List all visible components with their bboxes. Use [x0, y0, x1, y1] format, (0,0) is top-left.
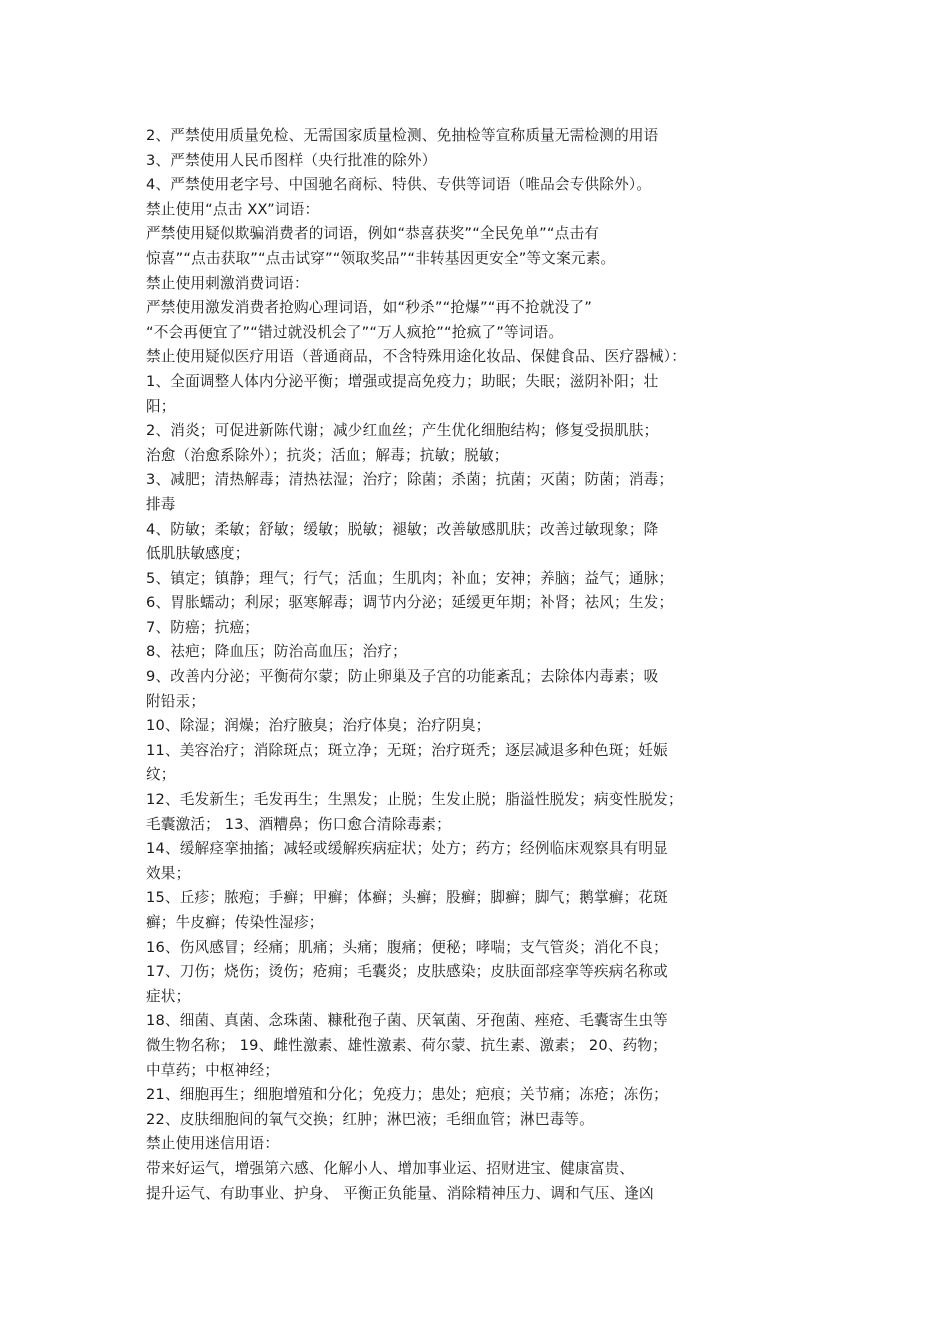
text-line: 2、消炎；可促进新陈代谢；减少红血丝；产生优化细胞结构；修复受损肌肤；	[146, 422, 659, 440]
text-line: 4、严禁使用老字号、中国驰名商标、特供、专供等词语（唯品会专供除外）。	[146, 176, 652, 194]
text-line: 附铅汞；	[146, 692, 206, 710]
document-body	[146, 124, 786, 1206]
text-line: 2、严禁使用质量免检、无需国家质量检测、免抽检等宣称质量无需检测的用语	[146, 127, 659, 144]
text-line: “不会再便宜了”“错过就没机会了”“万人疯抢”“抢疯了”等词语。	[146, 323, 564, 341]
text-line: 5、镇定；镇静；理气；行气；活血；生肌肉；补血；安神；养脑；益气；通脉；	[146, 569, 674, 587]
text-line: 癣；牛皮癣；传染性湿疹；	[146, 914, 324, 931]
text-line: 严禁使用疑似欺骗消费者的词语，例如“恭喜获奖”“全民免单”“点击有	[146, 225, 600, 243]
text-line: 18、细菌、真菌、念珠菌、糠秕孢子菌、厌氧菌、牙孢菌、痤疮、毛囊寄生虫等	[146, 1012, 668, 1030]
text-line: 提升运气、有助事业、护身、 平衡正负能量、消除精神压力、调和气压、逢凶	[146, 1184, 654, 1202]
text-line: 惊喜”“点击获取”“点击试穿”“领取奖品”“非转基因更安全”等文案元素。	[146, 249, 616, 267]
text-line: 16、伤风感冒；经痛；肌痛；头痛；腹痛；便秘；哮喘；支气管炎；消化不良；	[146, 938, 668, 956]
text-line: 22、皮肤细胞间的氧气交换；红肿；淋巴液；毛细血管；淋巴毒等。	[146, 1110, 594, 1128]
text-line: 纹；	[146, 766, 176, 784]
text-line: 禁止使用疑似医疗用语（普通商品，不含特殊用途化妆品、保健食品、医疗器械）：	[146, 348, 687, 366]
text-line: 3、减肥；清热解毒；清热祛湿；治疗；除菌；杀菌；抗菌；灭菌；防菌；消毒；	[146, 471, 674, 489]
text-line: 3、严禁使用人民币图样（央行批准的除外）	[146, 151, 437, 169]
text-line: 排毒	[146, 495, 176, 513]
text-line: 毛囊激活； 13、酒糟鼻；伤口愈合清除毒素；	[146, 815, 451, 833]
text-line: 效果；	[146, 864, 191, 882]
text-line: 症状；	[146, 987, 191, 1005]
text-line: 21、细胞再生；细胞增殖和分化；免疫力；患处；疤痕；关节痛；冻疮；冻伤；	[146, 1086, 668, 1104]
text-line: 7、防癌；抗癌；	[146, 618, 260, 636]
text-line: 禁止使用刺激消费词语：	[146, 274, 309, 292]
text-line: 治愈（治愈系除外）；抗炎；活血；解毒；抗敏；脱敏；	[146, 446, 509, 464]
text-line: 14、缓解痉挛抽搐；减轻或缓解疾病症状；处方；药方；经例临床观察具有明显	[146, 840, 668, 858]
text-line: 严禁使用激发消费者抢购心理词语，如“秒杀”“抢爆”“再不抢就没了”	[146, 299, 592, 317]
text-line: 11、美容治疗；消除斑点；斑立净；无斑；治疗斑秃；逐层减退多种色斑；妊娠	[146, 741, 668, 759]
text-line: 15、丘疹；脓疱；手癣；甲癣；体癣；头癣；股癣；脚癣；脚气；鹅掌癣；花斑	[146, 889, 668, 907]
text-line: 1、全面调整人体内分泌平衡；增强或提高免疫力；助眠；失眠；滋阴补阳；壮	[146, 372, 659, 390]
text-line: 微生物名称； 19、雌性激素、雄性激素、荷尔蒙、抗生素、激素； 20、药物；	[146, 1036, 668, 1054]
text-line: 6、胃胀蠕动；利尿；驱寒解毒；调节内分泌；延缓更年期；补肾；祛风；生发；	[146, 594, 674, 612]
text-line: 带来好运气，增强第六感、化解小人、增加事业运、招财进宝、健康富贵、	[146, 1159, 635, 1177]
text-line: 阳；	[146, 397, 176, 415]
text-line: 8、祛疤；降血压；防治高血压；治疗；	[146, 643, 407, 661]
text-line: 17、刀伤；烧伤；烫伤；疮痈；毛囊炎；皮肤感染；皮肤面部痉挛等疾病名称或	[146, 963, 668, 981]
text-line: 10、除湿；润燥；治疗腋臭；治疗体臭；治疗阴臭；	[146, 717, 491, 735]
text-line: 中草药；中枢神经；	[146, 1061, 280, 1079]
text-line: 低肌肤敏感度；	[146, 545, 250, 563]
text-line: 4、防敏；柔敏；舒敏；缓敏；脱敏；褪敏；改善敏感肌肤；改善过敏现象；降	[146, 520, 659, 538]
text-line: 禁止使用“点击 XX”词语：	[146, 200, 320, 218]
text-line: 12、毛发新生；毛发再生；生黑发；止脱；生发止脱；脂溢性脱发；病变性脱发；	[146, 791, 683, 809]
text-line: 9、改善内分泌；平衡荷尔蒙；防止卵巢及子宫的功能紊乱；去除体内毒素；吸	[146, 668, 659, 686]
text-line: 禁止使用迷信用语：	[146, 1135, 280, 1153]
